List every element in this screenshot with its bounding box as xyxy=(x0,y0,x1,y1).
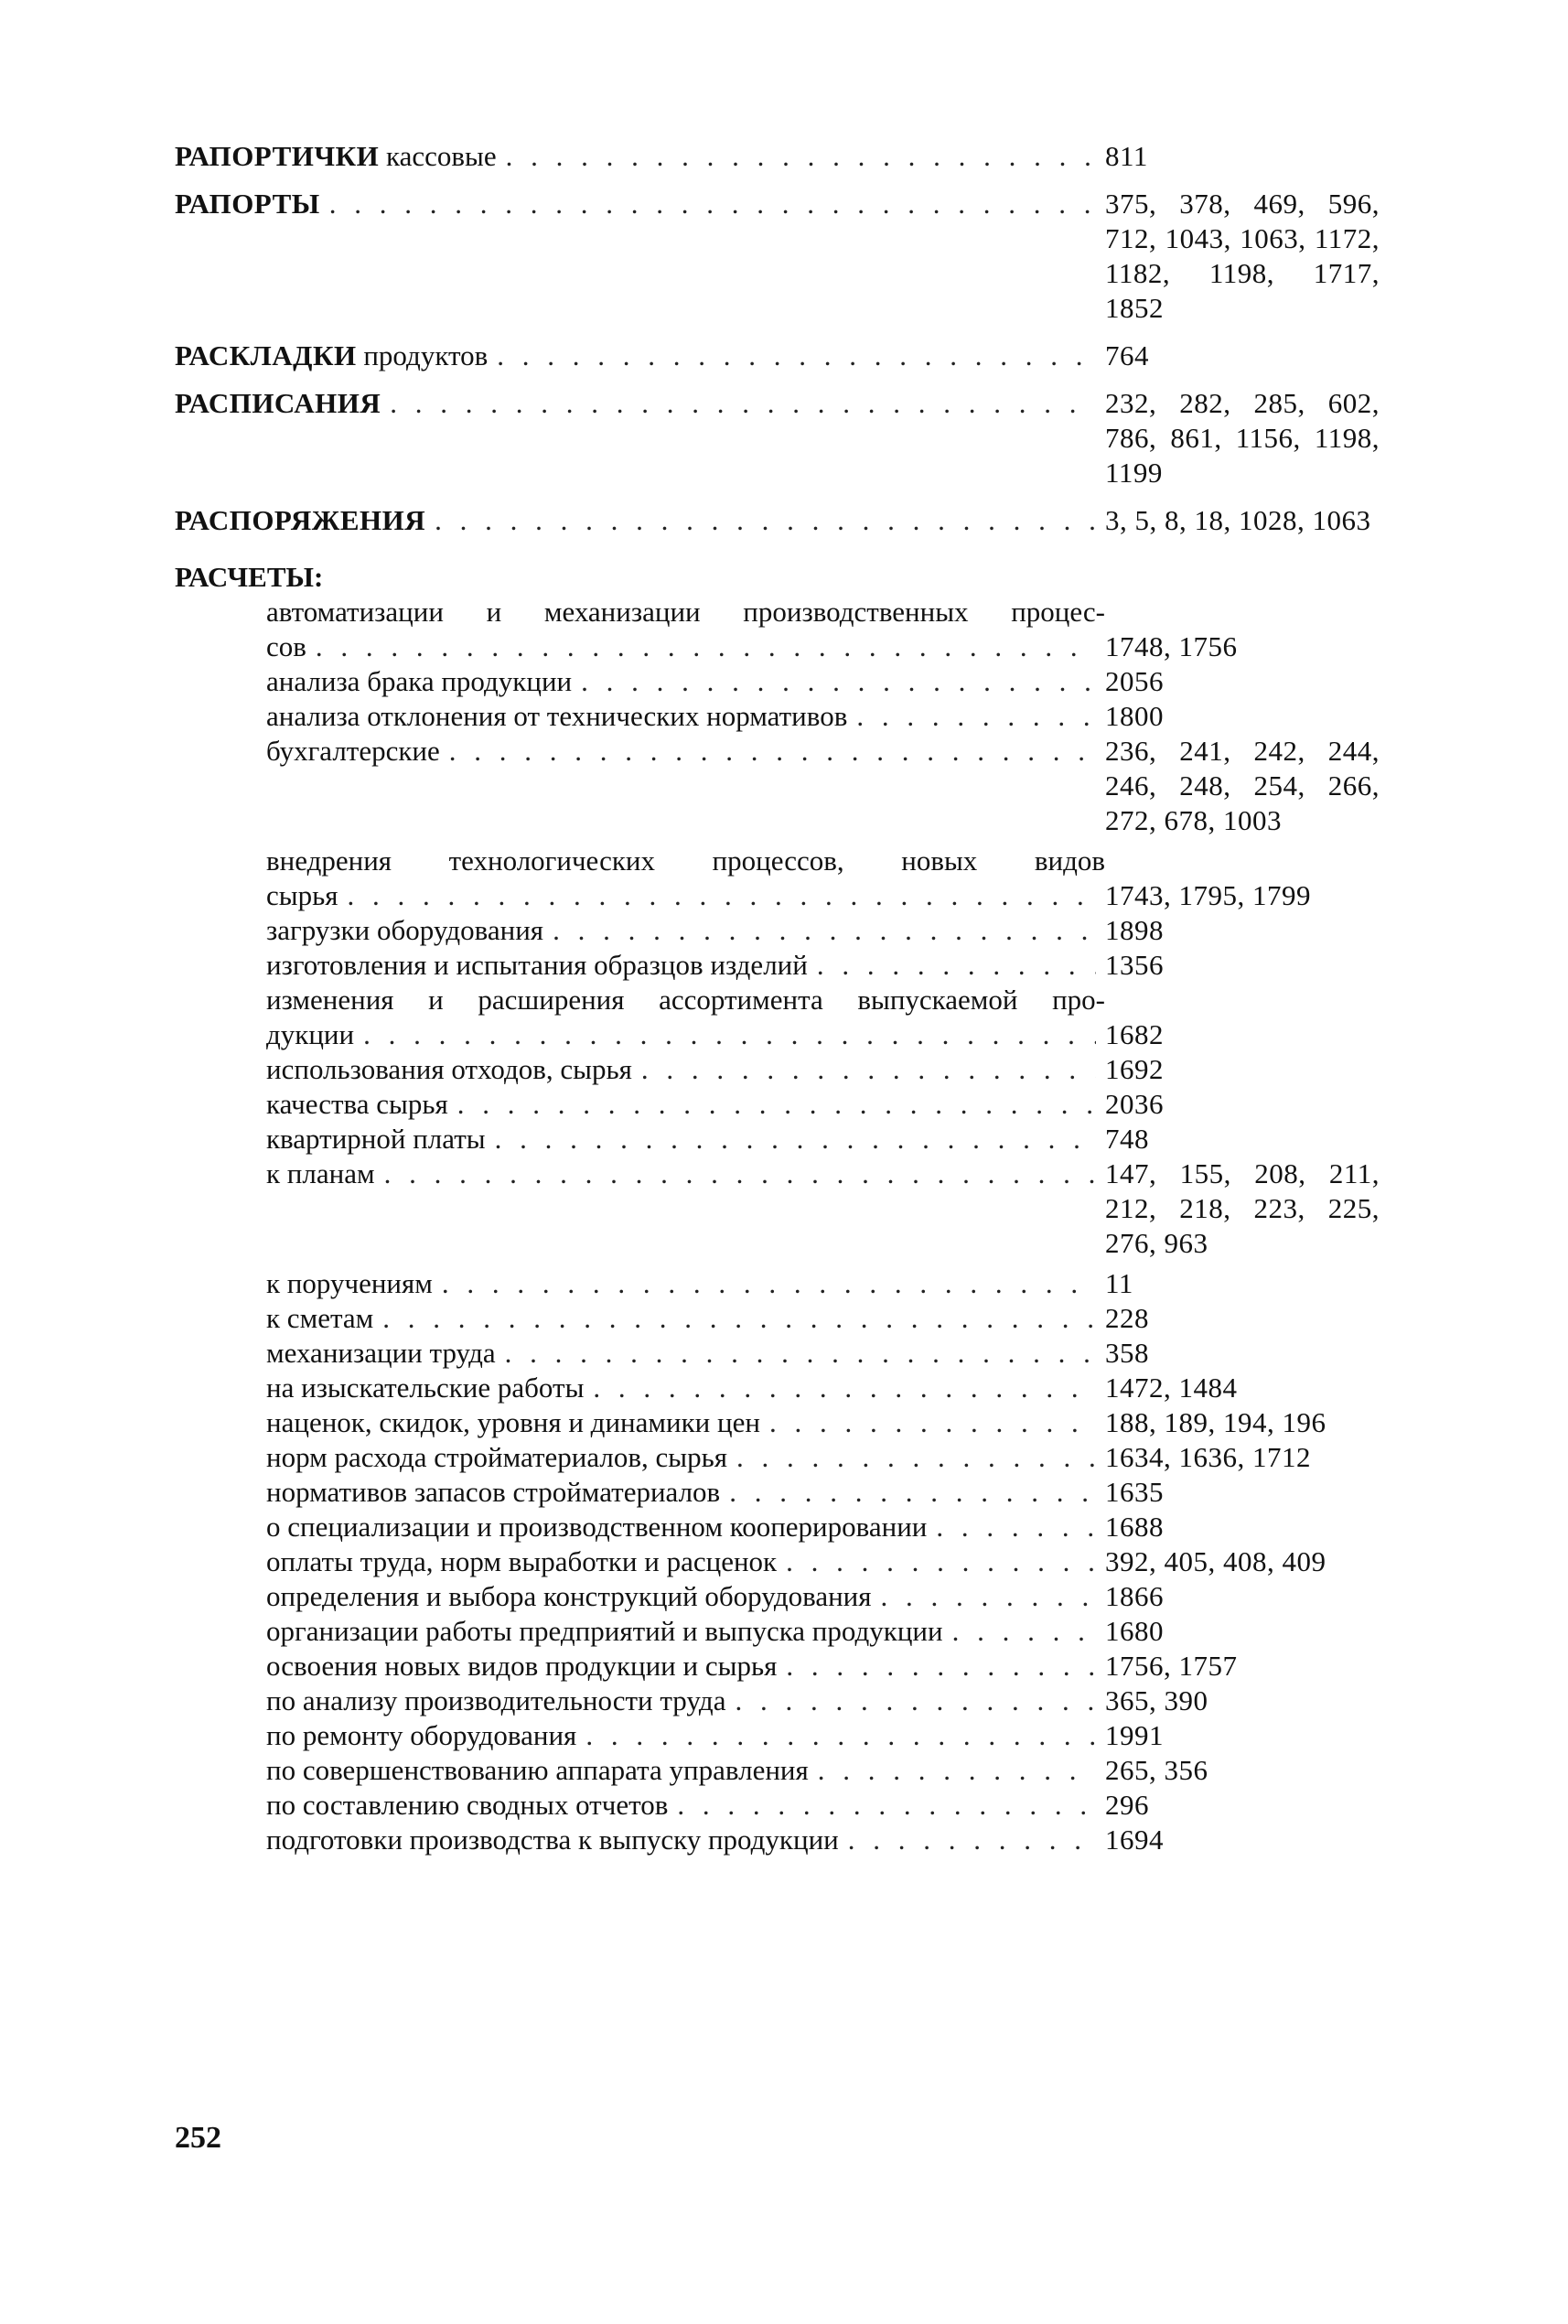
index-subentry xyxy=(175,1649,1410,1684)
subentry-pages: 748 xyxy=(1105,1123,1149,1155)
leader-dots xyxy=(786,1544,1096,1579)
leader-dots xyxy=(735,1684,1096,1718)
subentry-pages: 358 xyxy=(1105,1337,1149,1369)
subentry-term: анализа отклонения от технических нормативов xyxy=(266,700,848,732)
leader-dots xyxy=(677,1788,1096,1823)
subentry-term: загрузки оборудования xyxy=(266,914,544,946)
entry-pages: 375, 378, 469, 596, 712, 1043, 1063, 1172, 1182, 1198, 1717, 1852 xyxy=(1105,188,1380,324)
index-subentry xyxy=(175,595,1410,664)
subentry-pages: 1694 xyxy=(1105,1824,1164,1856)
entry-term: РАСПИСАНИЯ xyxy=(175,387,381,419)
leader-dots xyxy=(435,503,1096,538)
subentry-term: квартирной платы xyxy=(266,1123,486,1155)
index-subentry xyxy=(175,948,1410,983)
leader-dots xyxy=(329,187,1096,221)
subentry-term: к планам xyxy=(266,1157,375,1189)
subentry-term: определения и выбора конструкций оборудования xyxy=(266,1580,872,1612)
index-subentry xyxy=(175,1266,1410,1301)
subentry-term: подготовки производства к выпуску продукции xyxy=(266,1824,839,1856)
subentry-term: оплаты труда, норм выработки и расценок xyxy=(266,1545,778,1577)
subentry-term: сов xyxy=(266,630,306,662)
subentry-term: изготовления и испытания образцов изделий xyxy=(266,949,808,981)
entry-pages: 232, 282, 285, 602, 786, 861, 1156, 1198, 1199 xyxy=(1105,387,1380,489)
index-entry xyxy=(175,187,1410,326)
index-subentry xyxy=(175,983,1410,1052)
index-subentry xyxy=(175,1336,1410,1371)
leader-dots xyxy=(506,139,1096,174)
index-subentry xyxy=(175,699,1410,734)
index-subentry xyxy=(175,1753,1410,1788)
leader-dots xyxy=(384,1157,1096,1191)
leader-dots xyxy=(495,1122,1096,1157)
leader-dots xyxy=(593,1371,1096,1405)
subentry-term: механизации труда xyxy=(266,1337,496,1369)
subentry-term: по совершенствованию аппарата управления xyxy=(266,1754,809,1786)
index-subentry xyxy=(175,1122,1410,1157)
subentry-pages: 1898 xyxy=(1105,914,1164,946)
entry-term: РАСПОРЯЖЕНИЯ xyxy=(175,504,426,536)
subentry-pages: 147, 155, 208, 211, 212, 218, 223, 225, 276, 963 xyxy=(1105,1157,1380,1259)
subentry-pages: 1635 xyxy=(1105,1476,1164,1508)
section-items xyxy=(175,595,1410,1857)
page-number: 252 xyxy=(175,2121,221,2155)
leader-dots xyxy=(553,913,1096,948)
index-subentry xyxy=(175,844,1410,913)
subentry-term: качества сырья xyxy=(266,1088,448,1120)
index-entries xyxy=(175,139,1410,1857)
leader-dots xyxy=(363,1017,1096,1052)
subentry-term: использования отходов, сырья xyxy=(266,1053,632,1085)
subentry-pages: 1680 xyxy=(1105,1615,1164,1647)
leader-dots xyxy=(316,629,1096,664)
index-subentry xyxy=(175,1087,1410,1122)
subentry-term: нормативов запасов стройматериалов xyxy=(266,1476,721,1508)
subentry-pages: 2056 xyxy=(1105,665,1164,697)
subentry-pages: 1800 xyxy=(1105,700,1164,732)
subentry-term: бухгалтерские xyxy=(266,735,440,767)
leader-dots xyxy=(457,1087,1096,1122)
index-subentry xyxy=(175,1788,1410,1823)
subentry-term: к сметам xyxy=(266,1302,374,1334)
leader-dots xyxy=(442,1266,1096,1301)
subentry-pages: 236, 241, 242, 244, 246, 248, 254, 266, 272, 678, 1003 xyxy=(1105,735,1380,836)
index-subentry xyxy=(175,1718,1410,1753)
subentry-term: организации работы предприятий и выпуска продукции xyxy=(266,1615,943,1647)
subentry-term-line: внедрения технологических процессов, новых видов xyxy=(266,845,1105,877)
leader-dots xyxy=(881,1579,1096,1614)
subentry-pages: 1682 xyxy=(1105,1018,1164,1050)
entry-pages: 811 xyxy=(1105,140,1148,172)
index-subentry xyxy=(175,1371,1410,1405)
leader-dots xyxy=(856,699,1096,734)
subentry-pages: 1634, 1636, 1712 xyxy=(1105,1441,1311,1473)
leader-dots xyxy=(786,1649,1096,1684)
entry-term: РАПОРТИЧКИ кассовые xyxy=(175,140,497,172)
index-subentry xyxy=(175,1684,1410,1718)
leader-dots xyxy=(952,1614,1096,1649)
leader-dots xyxy=(936,1510,1096,1544)
index-subentry xyxy=(175,1510,1410,1544)
subentry-pages: 1356 xyxy=(1105,949,1164,981)
subentry-pages: 1748, 1756 xyxy=(1105,630,1238,662)
leader-dots xyxy=(641,1052,1096,1087)
subentry-term: о специализации и производственном кооперировании xyxy=(266,1511,928,1543)
subentry-term: по ремонту оборудования xyxy=(266,1719,577,1751)
subentry-pages: 228 xyxy=(1105,1302,1149,1334)
index-subentry xyxy=(175,1614,1410,1649)
subentry-term: норм расхода стройматериалов, сырья xyxy=(266,1441,727,1473)
subentry-pages: 1991 xyxy=(1105,1719,1164,1751)
leader-dots xyxy=(505,1336,1096,1371)
leader-dots xyxy=(817,948,1096,983)
subentry-term: к поручениям xyxy=(266,1267,433,1299)
index-entry xyxy=(175,139,1410,174)
subentry-term: по анализу производительности труда xyxy=(266,1684,726,1716)
leader-dots xyxy=(449,734,1096,769)
subentry-pages: 1472, 1484 xyxy=(1105,1372,1238,1404)
subentry-term: сырья xyxy=(266,879,338,911)
index-subentry xyxy=(175,1823,1410,1857)
subentry-term: на изыскательские работы xyxy=(266,1372,585,1404)
subentry-term-line: автоматизации и механизации производственных процес- xyxy=(266,596,1105,628)
subentry-pages: 1866 xyxy=(1105,1580,1164,1612)
subentry-pages: 1692 xyxy=(1105,1053,1164,1085)
entry-term: РАСКЛАДКИ продуктов xyxy=(175,339,489,371)
subentry-pages: 1688 xyxy=(1105,1511,1164,1543)
leader-dots xyxy=(848,1823,1096,1857)
index-subentry xyxy=(175,1405,1410,1440)
index-subentry xyxy=(175,664,1410,699)
leader-dots xyxy=(585,1718,1096,1753)
leader-dots xyxy=(769,1405,1096,1440)
index-subentry xyxy=(175,1544,1410,1579)
index-entry xyxy=(175,503,1410,538)
subentry-term: освоения новых видов продукции и сырья xyxy=(266,1650,778,1682)
section-heading: РАСЧЕТЫ: xyxy=(175,561,324,593)
subentry-term: дукции xyxy=(266,1018,355,1050)
subentry-term-line: изменения и расширения ассортимента выпускаемой про- xyxy=(266,984,1105,1016)
subentry-term: по составлению сводных отчетов xyxy=(266,1789,669,1821)
leader-dots xyxy=(390,386,1096,421)
leader-dots xyxy=(729,1475,1096,1510)
index-subentry xyxy=(175,913,1410,948)
leader-dots xyxy=(736,1440,1096,1475)
subentry-pages: 188, 189, 194, 196 xyxy=(1105,1406,1326,1438)
subentry-pages: 2036 xyxy=(1105,1088,1164,1120)
index-subentry xyxy=(175,1440,1410,1475)
index-subentry xyxy=(175,734,1410,838)
index-subentry xyxy=(175,1052,1410,1087)
index-subentry xyxy=(175,1301,1410,1336)
leader-dots xyxy=(347,878,1096,913)
subentry-pages: 1756, 1757 xyxy=(1105,1650,1238,1682)
subentry-pages: 265, 356 xyxy=(1105,1754,1208,1786)
subentry-term: анализа брака продукции xyxy=(266,665,573,697)
subentry-term: наценок, скидок, уровня и динамики цен xyxy=(266,1406,760,1438)
entry-term: РАПОРТЫ xyxy=(175,188,320,220)
index-subentry xyxy=(175,1157,1410,1261)
leader-dots xyxy=(818,1753,1096,1788)
subentry-pages: 365, 390 xyxy=(1105,1684,1208,1716)
leader-dots xyxy=(497,339,1096,373)
subentry-pages: 1743, 1795, 1799 xyxy=(1105,879,1311,911)
subentry-pages: 392, 405, 408, 409 xyxy=(1105,1545,1326,1577)
entry-pages: 764 xyxy=(1105,339,1149,371)
subentry-pages: 11 xyxy=(1105,1267,1133,1299)
index-subentry xyxy=(175,1579,1410,1614)
index-entry xyxy=(175,339,1410,373)
index-subentry xyxy=(175,1475,1410,1510)
leader-dots xyxy=(382,1301,1096,1336)
subentry-pages: 296 xyxy=(1105,1789,1149,1821)
index-entry xyxy=(175,386,1410,490)
entry-pages: 3, 5, 8, 18, 1028, 1063 xyxy=(1105,504,1371,536)
leader-dots xyxy=(581,664,1096,699)
